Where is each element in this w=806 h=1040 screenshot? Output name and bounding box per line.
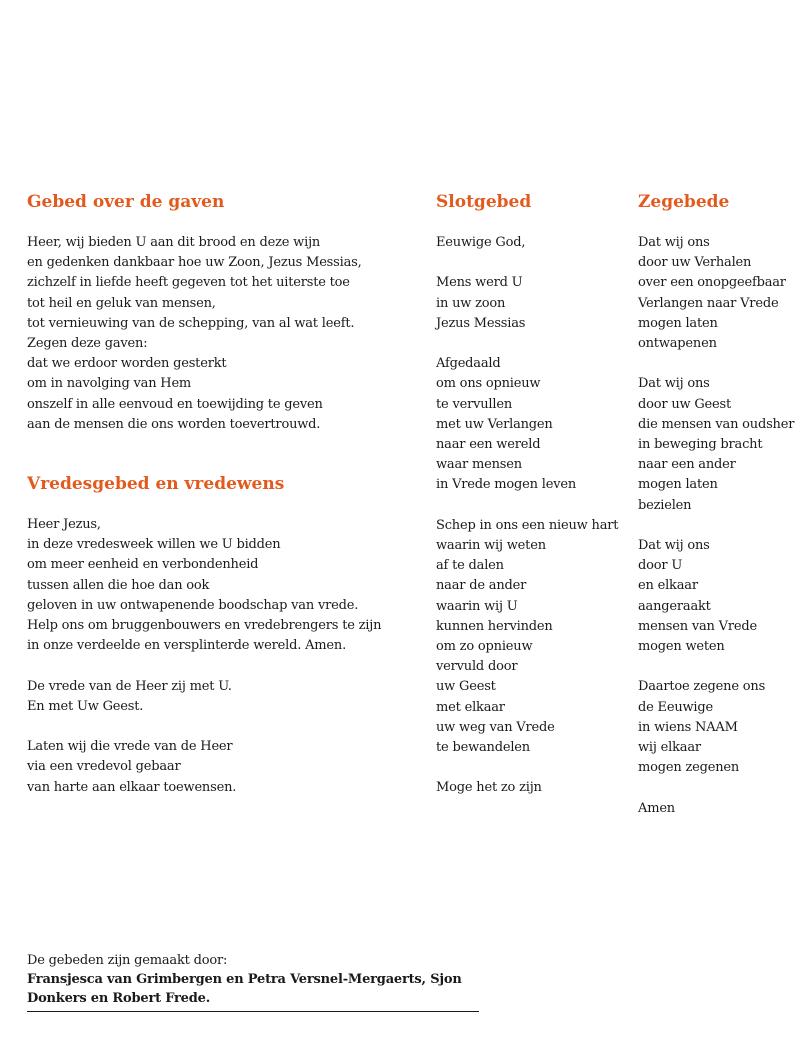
blank-line — [436, 334, 618, 354]
text-line: om in navolging van Hem — [27, 376, 192, 392]
credits-authors: Fransjesca van Grimbergen en Petra Versnel-Mergaerts, Sjon Donkers en Robert Frede. — [27, 972, 462, 1006]
text-line: te vervullen — [436, 396, 512, 412]
prayer-text — [27, 233, 362, 435]
text-line: mogen laten — [638, 315, 718, 331]
text-line: bezielen — [638, 497, 692, 513]
text-line: door U — [638, 558, 683, 574]
text-line: Daartoe zegene ons — [638, 679, 766, 695]
text-line: Eeuwige God, — [436, 235, 526, 250]
text-line: waar mensen — [436, 457, 522, 473]
text-line: Zegen deze gaven: — [27, 336, 148, 352]
text-line: mensen van Vrede — [638, 618, 757, 634]
section-title: Zegebede — [638, 192, 730, 212]
text-line: ontwapenen — [638, 336, 717, 352]
text-line: Schep in ons een nieuw hart — [436, 517, 619, 533]
text-line: aan de mensen die ons worden toevertrouwd. — [27, 416, 321, 432]
text-line: uw weg van Vrede — [436, 719, 555, 735]
text-line: in beweging bracht — [638, 437, 763, 453]
text-line: in wiens NAAM — [638, 719, 738, 735]
text-line: Help ons om bruggenbouwers en vredebrengers te zijn — [27, 618, 382, 634]
text-line: Dat wij ons — [638, 376, 710, 392]
text-line: af te dalen — [436, 558, 504, 574]
text-line: van harte aan elkaar toewensen. — [27, 779, 237, 795]
blank-line — [436, 496, 618, 516]
text-line: tussen allen die hoe dan ook — [27, 577, 210, 593]
section-zegebede — [638, 191, 794, 819]
text-line: via een vredevol gebaar — [27, 759, 181, 775]
section-gebed-over-de-gaven — [27, 191, 362, 435]
text-line: naar een wereld — [436, 437, 541, 452]
text-line: kunnen hervinden — [436, 618, 553, 634]
text-line: waarin wij U — [436, 598, 518, 614]
section-title: Gebed over de gaven — [27, 192, 225, 212]
blank-line — [638, 778, 794, 798]
text-line: En met Uw Geest. — [27, 698, 144, 714]
text-line: door uw Geest — [638, 396, 732, 412]
text-line: in onze verdeelde en versplinterde wereld. Amen. — [27, 638, 346, 654]
text-line: dat we erdoor worden gesterkt — [27, 356, 227, 372]
text-line: in uw zoon — [436, 295, 506, 311]
text-line: te bewandelen — [436, 740, 530, 756]
text-line: wij elkaar — [638, 740, 701, 756]
text-line: om ons opnieuw — [436, 376, 541, 392]
text-line: de Eeuwige — [638, 699, 714, 715]
text-line: met elkaar — [436, 699, 505, 715]
text-line: Verlangen naar Vrede — [638, 295, 779, 311]
section-slotgebed — [436, 191, 618, 799]
text-line: Laten wij die vrede van de Heer — [27, 739, 233, 755]
text-line: Afgedaald — [436, 356, 501, 372]
credits-footer — [27, 951, 479, 1008]
text-line: Mens werd U — [436, 275, 523, 291]
blank-line — [27, 717, 381, 737]
prayer-text — [27, 515, 381, 798]
text-line: Amen — [638, 800, 675, 816]
text-line: naar een ander — [638, 457, 736, 473]
text-line: naar de ander — [436, 578, 527, 594]
text-line: De vrede van de Heer zij met U. — [27, 678, 232, 694]
text-line: tot vernieuwing van de schepping, van al wat leeft. — [27, 315, 355, 331]
text-line: en gedenken dankbaar hoe uw Zoon, Jezus Messias, — [27, 255, 362, 271]
text-line: door uw Verhalen — [638, 255, 752, 271]
text-line: in deze vredesweek willen we U bidden — [27, 537, 281, 553]
credits-intro: De gebeden zijn gemaakt door: — [27, 953, 228, 968]
text-line: zichzelf in liefde heeft gegeven tot het uiterste toe — [27, 275, 350, 291]
section-title: Slotgebed — [436, 192, 532, 212]
section-title: Vredesgebed en vredewens — [27, 474, 285, 494]
text-line: die mensen van oudsher — [638, 416, 795, 432]
text-line: onszelf in alle eenvoud en toewijding te geven — [27, 396, 323, 412]
footer-divider — [27, 1011, 479, 1012]
text-line: Heer Jezus, — [27, 517, 101, 532]
text-line: Dat wij ons — [638, 538, 710, 554]
text-line: en elkaar — [638, 578, 698, 594]
text-line: waarin wij weten — [436, 538, 546, 553]
text-line: vervuld door — [436, 659, 518, 675]
prayer-text — [436, 233, 618, 799]
text-line: Heer, wij bieden U aan dit brood en deze wijn — [27, 235, 321, 250]
text-line: met uw Verlangen — [436, 416, 553, 432]
text-line: in Vrede mogen leven — [436, 477, 577, 493]
text-line: Jezus Messias — [436, 315, 526, 331]
text-line: aangeraakt — [638, 598, 711, 614]
prayer-text — [638, 233, 794, 819]
text-line: mogen laten — [638, 477, 718, 493]
text-line: Dat wij ons — [638, 235, 710, 250]
text-line: uw Geest — [436, 679, 496, 695]
blank-line — [27, 656, 381, 676]
text-line: om zo opnieuw — [436, 639, 533, 655]
blank-line — [638, 354, 794, 374]
text-line: om meer eenheid en verbondenheid — [27, 557, 259, 573]
text-line: over een onopgeefbaar — [638, 275, 786, 291]
blank-line — [638, 516, 794, 536]
text-line: mogen zegenen — [638, 760, 740, 776]
text-line: mogen weten — [638, 639, 725, 655]
blank-line — [638, 657, 794, 677]
section-vredesgebed-en-vredewens — [27, 473, 381, 798]
text-line: Moge het zo zijn — [436, 780, 542, 796]
text-line: tot heil en geluk van mensen, — [27, 295, 216, 311]
text-line: geloven in uw ontwapenende boodschap van vrede. — [27, 597, 359, 613]
blank-line — [436, 253, 618, 273]
blank-line — [436, 758, 618, 778]
